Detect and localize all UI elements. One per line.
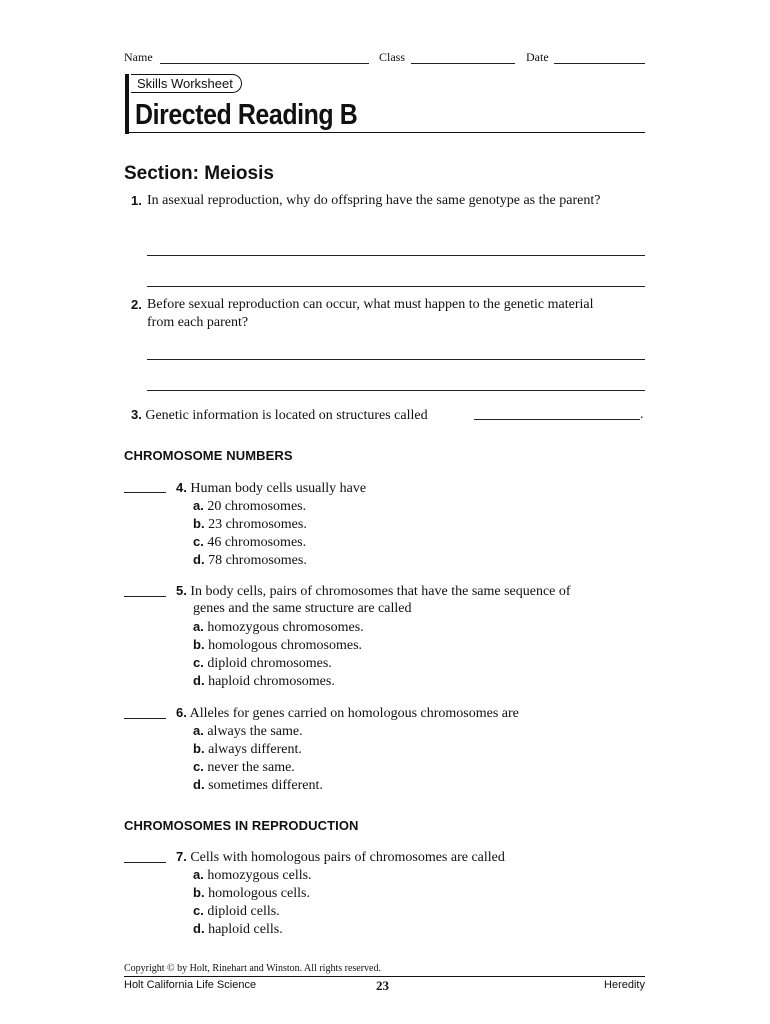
heading-chromosomes-in-reproduction: CHROMOSOMES IN REPRODUCTION [124, 818, 359, 833]
answer-blank-5[interactable] [124, 596, 166, 597]
heading-chromosome-numbers: CHROMOSOME NUMBERS [124, 448, 293, 463]
option-6a: a. always the same. [193, 723, 303, 739]
question-number: 1. [131, 193, 142, 208]
question-6 [176, 704, 519, 723]
option-6b: b. always different. [193, 741, 302, 757]
question-stem: In body cells, pairs of chromosomes that have the same sequence of [190, 584, 571, 599]
date-field[interactable] [554, 63, 645, 64]
question-number: 6. [176, 705, 187, 720]
option-5b: b. homologous chromosomes. [193, 637, 363, 653]
option-5d: d. haploid chromosomes. [193, 673, 335, 689]
question-stem: Alleles for genes carried on homologous chromosomes are [189, 706, 519, 721]
footer-rule [124, 976, 645, 977]
option-4a: a. 20 chromosomes. [193, 498, 307, 514]
question-3 [131, 406, 428, 425]
answer-line-2a[interactable] [147, 359, 645, 360]
option-7d: d. haploid cells. [193, 921, 283, 937]
question-5-stem-2: genes and the same structure are called [193, 601, 412, 616]
option-6c: c. never the same. [193, 759, 295, 775]
question-text: Genetic information is located on structures called [145, 408, 428, 423]
question-number: 7. [176, 849, 187, 864]
question-2 [131, 296, 621, 330]
name-field[interactable] [160, 63, 369, 64]
question-text: In asexual reproduction, why do offspring have the same genotype as the parent? [147, 193, 601, 208]
option-5c: c. diploid chromosomes. [193, 655, 332, 671]
question-3-period: . [640, 407, 644, 422]
option-7b: b. homologous cells. [193, 885, 310, 901]
date-label: Date [526, 50, 549, 64]
question-5 [176, 582, 571, 601]
question-text: Before sexual reproduction can occur, what must happen to the genetic material from each parent? [147, 297, 594, 330]
option-7a: a. homozygous cells. [193, 867, 312, 883]
skills-worksheet-badge: Skills Worksheet [131, 74, 242, 93]
question-number: 5. [176, 583, 187, 598]
title-rule [129, 132, 645, 133]
question-number: 2. [131, 297, 142, 312]
option-6d: d. sometimes different. [193, 777, 323, 793]
option-7c: c. diploid cells. [193, 903, 280, 919]
option-4d: d. 78 chromosomes. [193, 552, 307, 568]
footer-book-title: Holt California Life Science [124, 979, 257, 991]
option-4b: b. 23 chromosomes. [193, 516, 307, 532]
option-5a: a. homozygous chromosomes. [193, 619, 364, 635]
footer-chapter: Heredity [604, 979, 645, 991]
answer-blank-4[interactable] [124, 492, 166, 493]
class-field[interactable] [411, 63, 515, 64]
page-title: Directed Reading B [135, 99, 358, 131]
answer-blank-6[interactable] [124, 718, 166, 719]
name-label: Name [124, 50, 153, 64]
page-number: 23 [376, 978, 389, 993]
question-stem: Cells with homologous pairs of chromosomes are called [190, 850, 505, 865]
class-label: Class [379, 50, 406, 64]
question-7 [176, 848, 505, 867]
answer-blank-3[interactable] [474, 419, 640, 420]
question-1 [131, 192, 621, 211]
answer-line-1b[interactable] [147, 286, 645, 287]
question-4 [176, 479, 366, 498]
question-number: 4. [176, 480, 187, 495]
answer-blank-7[interactable] [124, 862, 166, 863]
question-number: 3. [131, 407, 142, 422]
section-title: Section: Meiosis [124, 163, 274, 184]
title-bar [125, 74, 129, 134]
answer-line-2b[interactable] [147, 390, 645, 391]
question-stem: Human body cells usually have [190, 481, 367, 496]
answer-line-1a[interactable] [147, 255, 645, 256]
option-4c: c. 46 chromosomes. [193, 534, 307, 550]
copyright-notice: Copyright © by Holt, Rinehart and Winston. All rights reserved. [124, 963, 381, 974]
